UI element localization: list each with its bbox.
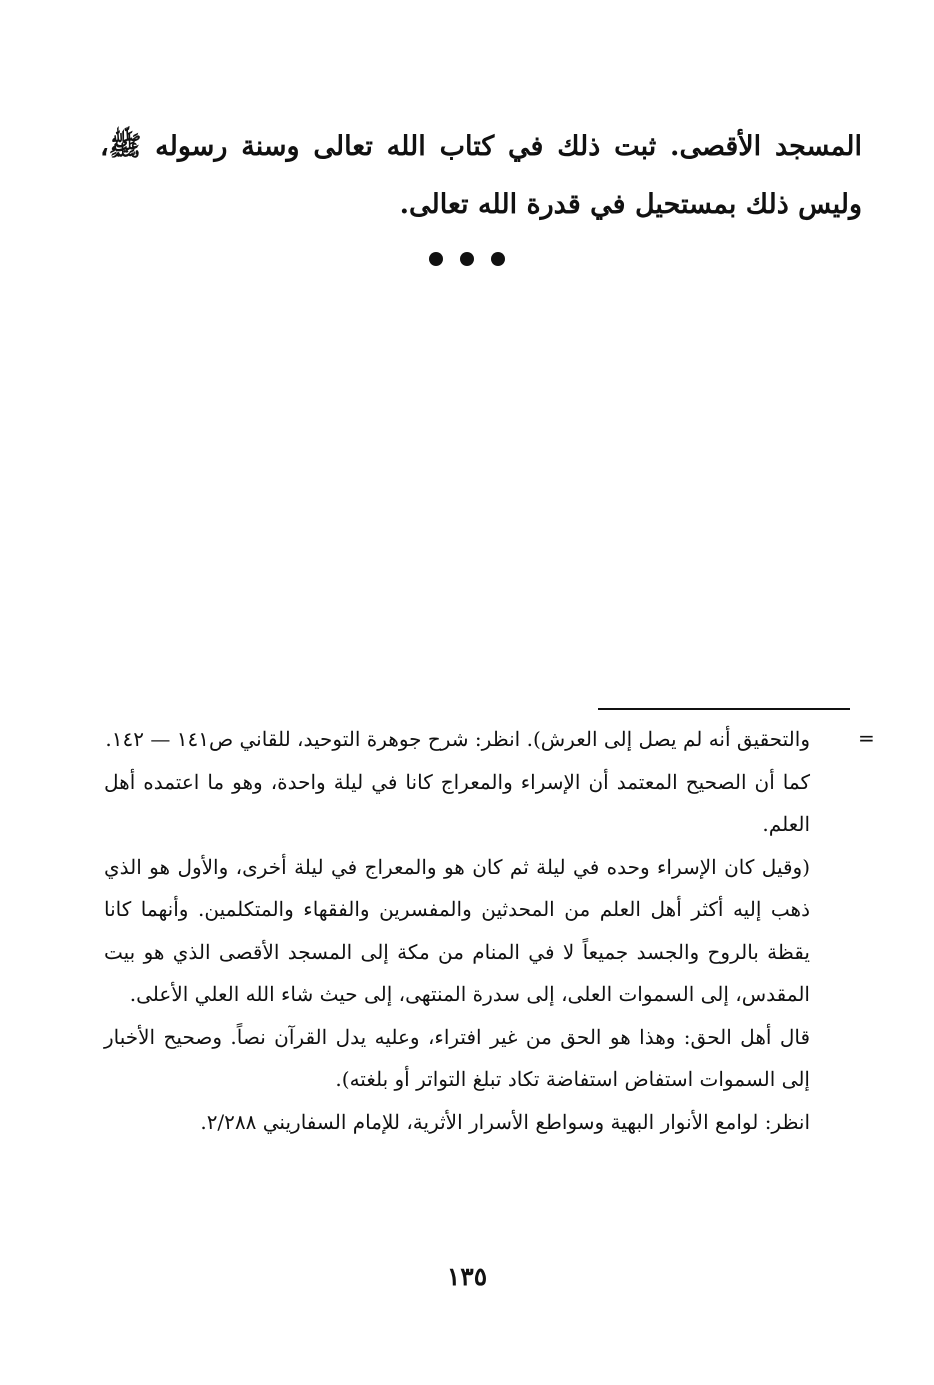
page-number: ١٣٥ [446,1262,488,1291]
footnote-paragraph: والتحقيق أنه لم يصل إلى العرش). انظر: شرح جوهرة التوحيد، للقاني ص١٤١ — ١٤٢. [105,727,810,751]
footnote-paragraph: (وقيل كان الإسراء وحده في ليلة ثم كان هو والمعراج في ليلة أخرى، والأول هو الذي ذهب إليه أكثر أهل العلم من المحدثين والمفسرين والفقهاء والمتكلمين. وأنهما كانا يقظة بالروح والجسد جميعاً لا في المنام من مكة إلى المسجد الأقصى الذي هو بيت المقدس، إلى السموات العلى، إلى سدرة المنتهى، إلى حيث شاء الله العلي الأعلى. [104,854,811,1006]
footnote-continuation-mark: = [858,726,875,750]
separator-dot-icon [460,252,474,266]
main-text [100,118,862,234]
footnotes [104,718,810,1143]
section-separator [0,252,934,266]
footnote-divider [598,708,850,710]
separator-dot-icon [429,252,443,266]
footnote-paragraph: قال أهل الحق: وهذا هو الحق من غير افتراء، وعليه يدل القرآن نصاً. وصحيح الأخبار إلى السموات استفاض استفاضة تكاد تبلغ التواتر أو بلغته). [104,1024,810,1091]
footnote-paragraph: انظر: لوامع الأنوار البهية وسواطع الأسرار الأثرية، للإمام السفاريني ٢/٢٨٨. [200,1109,810,1134]
separator-dot-icon [491,252,505,266]
footnote-paragraph: كما أن الصحيح المعتمد أن الإسراء والمعراج كانا في ليلة واحدة، وهو ما اعتمده أهل العلم. [104,769,810,836]
main-paragraph: المسجد الأقصى. ثبت ذلك في كتاب الله تعالى وسنة رسوله ﷺ، وليس ذلك بمستحيل في قدرة الله تعالى. [100,131,862,220]
